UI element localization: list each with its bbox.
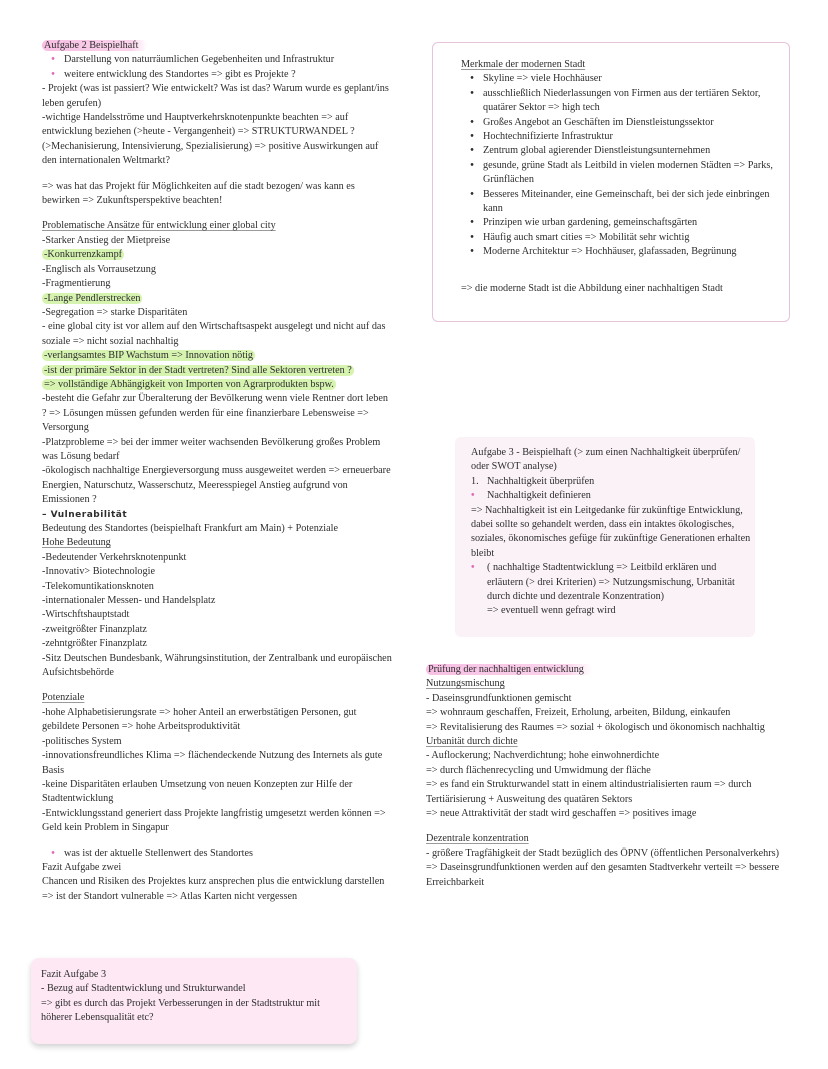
problem-item: -ökologisch nachhaltige Energieversorgung muss ausgeweitet werden => erneuerbare Energien, Naturschutz, Wasserschutz, Meeresspiegel Anstieg aufgrund von Emissionen ? xyxy=(42,465,391,506)
list-item: • Moderne Architektur => Hochhäuser, glafassaden, Begrünung xyxy=(461,245,781,259)
problem-item: -Fragmentierung xyxy=(42,278,111,290)
list-item: • Besseres Miteinander, eine Gemeinschaft, bei der sich jede einbringen kann xyxy=(461,188,781,217)
urban-title: Urbanität durch dichte xyxy=(426,736,518,748)
number-marker: 1. xyxy=(471,475,479,487)
task3-arrow-text: => Nachhaltigkeit ist ein Leitgedanke für zukünftige Entwicklung, dabei sollte so gehandelt werden, dass ein intaktes ökologisches, soziales, ökonomisches gefüge für zukünftige Generationen erhalten bleibt xyxy=(471,504,751,559)
check-title: Prüfung der nachhaltigen entwicklung xyxy=(426,664,592,675)
urban-line: => neue Attraktivität der stadt wird geschaffen => positives image xyxy=(426,808,697,820)
problem-item: -Lange Pendlerstrecken xyxy=(44,292,141,304)
task3-box xyxy=(455,437,755,637)
bullet-icon: • xyxy=(471,490,475,502)
decent-line: => Daseinsgrundfunktionen werden auf den gesamten Stadtverkehr verteilt => bessere Erreichbarkeit xyxy=(426,862,780,888)
fazit2-note: => ist der Standort vulnerable => Atlas Karten nicht vergessen xyxy=(42,890,298,902)
urban-line: => durch flächenrecycling und Umwidmung der fläche xyxy=(426,764,651,776)
note-line: => was hat das Projekt für Möglichkeiten auf die stadt bezogen/ was kann es bewirken => Zukunftsperspektive beachten! xyxy=(42,180,355,207)
potential-item: -hohe Alphabetisierungsrate => hoher Anteil an erwerbstätigen Personen, gut gebildete Personen => hohe Arbeitsproduktivität xyxy=(42,706,357,733)
bullet-icon: • xyxy=(51,847,55,859)
bullet-icon: • xyxy=(470,73,474,85)
list-item: 1. Nachhaltigkeit überprüfen xyxy=(471,475,753,489)
meaning-item: -Innovativ> Biotechnologie xyxy=(42,566,155,578)
bullet-icon: • xyxy=(51,54,55,66)
intro-line: -wichtige Handelsströme und Hauptverkehrsknotenpunkte beachten => auf entwicklung beziehen (>heute - Vergangenheit) => STRUKTURWANDEL ? (>Mechanisierung, Intensivierung, Spezialisierung) => positive Auswirkungen auf den internationalen Weltmarkt? xyxy=(42,112,379,167)
list-item: • Häufig auch smart cities => Mobilität sehr wichtig xyxy=(461,231,781,245)
list-item: • Prinzipen wie urban gardening, gemeinschaftsgärten xyxy=(461,216,781,230)
list-item: • was ist der aktuelle Stellenwert des Standortes xyxy=(42,847,394,861)
handwritten-note: – Vulnerabilität xyxy=(42,509,128,520)
fazit3-line: => gibt es durch das Projekt Verbesserungen in der Stadtstruktur mit höherer Lebensqualität etc? xyxy=(41,997,320,1024)
meaning-item: -internationaler Messen- und Handelsplatz xyxy=(42,595,216,607)
list-item: • Darstellung von naturräumlichen Gegebenheiten und Infrastruktur xyxy=(42,53,394,67)
list-item: => eventuell wenn gefragt wird xyxy=(487,605,616,617)
fazit2-title: Fazit Aufgabe zwei xyxy=(42,861,122,873)
bullet-icon: • xyxy=(470,231,474,243)
bullet-icon: • xyxy=(470,131,474,143)
mix-line: - Daseinsgrundfunktionen gemischt xyxy=(426,692,572,704)
potential-item: -Entwicklungsstand generiert dass Projekte langfristig umgesetzt werden können => Geld kein Problem in Singapur xyxy=(42,807,386,834)
fazit3-line: - Bezug auf Stadtentwicklung und Strukturwandel xyxy=(41,983,246,995)
list-item: • Nachhaltigkeit definieren xyxy=(471,489,753,503)
bullet-icon: • xyxy=(470,159,474,171)
fazit3-box xyxy=(31,958,357,1044)
meaning-item: -Telekomuntikationsknoten xyxy=(42,580,154,592)
list-item: • ausschließlich Niederlassungen von Firmen aus der tertiären Sektor, quatärer Sektor => high tech xyxy=(461,87,781,116)
problem-item: - eine global city ist vor allem auf den Wirtschaftsaspekt ausgelegt und nicht auf das soziale => nicht sozial nachhaltig xyxy=(42,321,386,347)
potential-item: -keine Disparitäten erlauben Umsetzung von neuen Konzepten zur Hilfe der Stadtentwicklung xyxy=(42,778,353,805)
meaning-item: -Wirtschftshauptstadt xyxy=(42,609,130,621)
meaning-item: -Sitz Deutschen Bundesbank, Währungsinstitution, der Zentralbank und europäischen Aufsichtsbehörde xyxy=(42,652,392,679)
problem-item: -ist der primäre Sektor in der Stadt vertreten? Sind alle Sektoren vertreten ? xyxy=(44,364,352,376)
bullet-icon: • xyxy=(471,562,475,574)
list-item: • ( nachhaltige Stadtentwicklung => Leitbild erklären und erläutern (> drei Kriterien) => Nutzungsmischung, Urbanität durch dichte und dezentrale Konzentration) xyxy=(471,561,753,604)
bullet-icon: • xyxy=(470,145,474,157)
meaning-subheading: Hohe Bedeutung xyxy=(42,537,111,549)
bullet-icon: • xyxy=(470,188,474,200)
problem-item: -Starker Anstieg der Mietpreise xyxy=(42,234,171,246)
bullet-icon: • xyxy=(470,217,474,229)
potential-item: -politisches System xyxy=(42,735,122,747)
bullet-icon: • xyxy=(470,87,474,99)
urban-line: => es fand ein Strukturwandel statt in einem altindustrialisierten raum => durch Tertiärisierung + Ausweitung des quatären Sektors xyxy=(426,779,752,805)
fazit3-title: Fazit Aufgabe 3 xyxy=(41,969,107,980)
list-item: • Zentrum global agierender Dienstleistungsunternehmen xyxy=(461,144,781,158)
decent-line: - größere Tragfähigkeit der Stadt bezüglich des ÖPNV (öffentlichen Personalverkehrs) xyxy=(426,847,779,859)
list-item: • Skyline => viele Hochhäuser xyxy=(461,72,781,86)
list-item: • gesunde, grüne Stadt als Leitbild in vielen modernen Städten => Parks, Grünflächen xyxy=(461,159,781,188)
potential-item: -innovationsfreundliches Klima => flächendeckende Nutzung des Internets als gute Basis xyxy=(42,750,383,776)
fazit2-text: Chancen und Risiken des Projektes kurz ansprechen plus die entwicklung darstellen xyxy=(42,876,385,888)
problem-item: -verlangsamtes BIP Wachstum => Innovation nötig xyxy=(44,350,254,362)
meaning-item: -zehntgrößter Finanzplatz xyxy=(42,638,147,650)
mix-line: => Revitalisierung des Raumes => sozial + ökologisch und ökonomisch nachhaltig xyxy=(426,721,765,733)
urban-line: - Auflockerung; Nachverdichtung; hohe einwohnerdichte xyxy=(426,750,660,762)
modern-conclusion: => die moderne Stadt ist die Abbildung einer nachhaltigen Stadt xyxy=(461,282,723,294)
list-item: • weitere entwicklung des Standortes => gibt es Projekte ? xyxy=(42,68,394,82)
problem-item: -Englisch als Vorrausetzung xyxy=(42,263,156,275)
list-item: • Großes Angebot an Geschäften im Dienstleistungssektor xyxy=(461,116,781,130)
modern-title: Merkmale der modernen Stadt xyxy=(461,59,586,70)
decent-title: Dezentrale konzentration xyxy=(426,833,529,845)
problem-item: -Platzprobleme => bei der immer weiter wachsenden Bevölkerung großes Problem was Lösung bedarf xyxy=(42,436,381,462)
problem-item: => vollständige Abhängigkeit von Importen von Agrarprodukten bspw. xyxy=(44,378,334,390)
intro-line: - Projekt (was ist passiert? Wie entwickelt? Was ist das? Warum wurde es geplant/ins leben gerufen) xyxy=(42,83,389,109)
bullet-icon: • xyxy=(470,116,474,128)
problem-heading: Problematische Ansätze für entwicklung einer global city xyxy=(42,220,276,232)
potential-heading: Potenziale xyxy=(42,692,85,704)
problem-item: -besteht die Gefahr zur Überalterung der Bevölkerung wenn viele Rentner dort leben ? => Lösungen müssen gefunden werden für eine finanzierbare Lebensweise => Versorgung xyxy=(42,393,388,434)
left-column xyxy=(42,39,394,904)
mix-title: Nutzungsmischung xyxy=(426,678,505,690)
list-item: • Hochtechnifizierte Infrastruktur xyxy=(461,130,781,144)
meaning-heading: Bedeutung des Standortes (beispielhaft Frankfurt am Main) + Potenziale xyxy=(42,523,339,534)
task3-title: Aufgabe 3 - Beispielhaft (> zum einen Nachhaltigkeit überprüfen/ oder SWOT analyse) xyxy=(471,447,741,473)
meaning-item: -Bedeutender Verkehrsknotenpunkt xyxy=(42,551,187,563)
check-section xyxy=(426,663,788,890)
mix-line: => wohnraum geschaffen, Freizeit, Erholung, arbeiten, Bildung, einkaufen xyxy=(426,707,731,719)
bullet-icon: • xyxy=(470,246,474,258)
meaning-item: -zweitgrößter Finanzplatz xyxy=(42,623,147,635)
problem-item: -Segregation => starke Disparitäten xyxy=(42,306,188,318)
bullet-icon: • xyxy=(51,68,55,80)
problem-item: -Konkurrenzkampf xyxy=(44,249,123,261)
modern-city-box xyxy=(432,42,790,322)
aufgabe2-heading: Aufgabe 2 Beispielhaft xyxy=(42,40,147,51)
